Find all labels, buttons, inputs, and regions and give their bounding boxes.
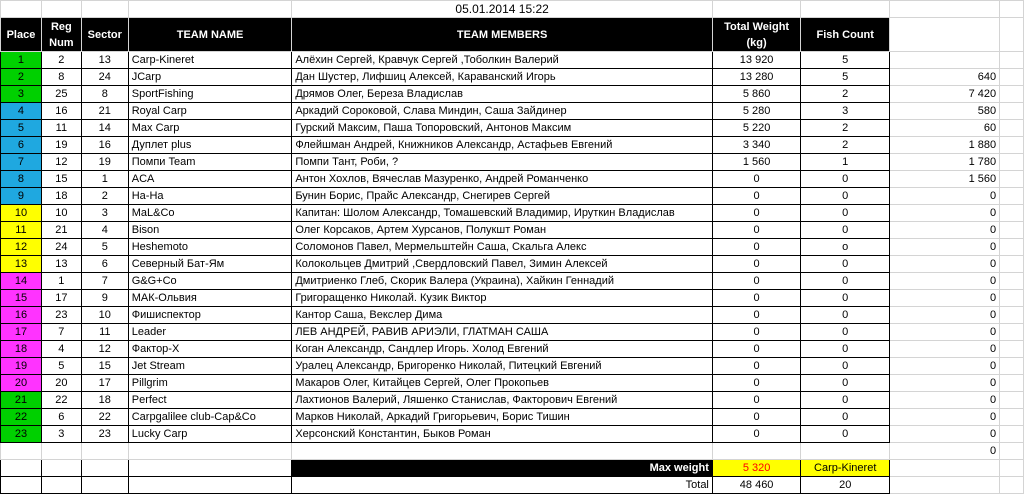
extra-value-cell[interactable]: 0 [890, 290, 1000, 307]
cell[interactable] [1000, 307, 1024, 324]
reg-num-cell[interactable]: 2 [41, 52, 81, 69]
place-cell[interactable]: 15 [1, 290, 42, 307]
place-cell[interactable]: 19 [1, 358, 42, 375]
cell[interactable] [1000, 222, 1024, 239]
fish-count-cell[interactable]: 3 [801, 103, 890, 120]
cell[interactable] [41, 477, 81, 494]
total-weight-cell[interactable]: 0 [712, 188, 800, 205]
team-name-cell[interactable]: Фактор-Х [128, 341, 292, 358]
table-row [1, 375, 1024, 392]
team-name-cell[interactable]: Pillgrim [128, 375, 292, 392]
cell[interactable] [1000, 256, 1024, 273]
extra-value-cell[interactable]: 0 [890, 341, 1000, 358]
place-cell[interactable]: 14 [1, 273, 42, 290]
fish-count-cell[interactable]: 0 [801, 290, 890, 307]
team-name-cell[interactable]: Carpgalilee club-Cap&Co [128, 409, 292, 426]
header-fish-count[interactable]: Fish Count [801, 18, 890, 52]
cell[interactable] [1000, 188, 1024, 205]
place-cell[interactable]: 1 [1, 52, 42, 69]
team-members-cell[interactable]: Капитан: Шолом Александр, Томашевский Владимир, Ируткин Владислав [292, 205, 713, 222]
cell[interactable] [1, 443, 42, 460]
table-row [1, 341, 1024, 358]
team-members-cell[interactable]: Лахтионов Валерий, Ляшенко Станислав, Факторович Евгений [292, 392, 713, 409]
reg-num-cell[interactable]: 7 [41, 324, 81, 341]
total-weight-cell[interactable]: 0 [712, 256, 800, 273]
cell[interactable] [1000, 86, 1024, 103]
place-cell[interactable]: 12 [1, 239, 42, 256]
place-cell[interactable]: 20 [1, 375, 42, 392]
cell[interactable] [128, 443, 292, 460]
team-name-cell[interactable]: Северный Бат-Ям [128, 256, 292, 273]
fish-count-cell[interactable]: 0 [801, 171, 890, 188]
table-row [1, 392, 1024, 409]
team-members-cell[interactable]: Гурский Максим, Паша Топоровский, Антонов Максим [292, 120, 713, 137]
cell[interactable] [1000, 375, 1024, 392]
team-members-cell[interactable]: Олег Корсаков, Артем Хурсанов, Полукшт Роман [292, 222, 713, 239]
cell[interactable] [1000, 18, 1024, 52]
cell[interactable] [1000, 341, 1024, 358]
team-members-cell[interactable]: Уралец Александр, Бригоренко Николай, Питецкий Евгений [292, 358, 713, 375]
total-weight-cell[interactable]: 13 920 [712, 52, 800, 69]
place-cell[interactable]: 5 [1, 120, 42, 137]
place-cell[interactable]: 17 [1, 324, 42, 341]
team-members-cell[interactable]: ЛЕВ АНДРЕЙ, РАВИВ АРИЭЛИ, ГЛАТМАН САША [292, 324, 713, 341]
extra-value-cell[interactable]: 0 [890, 222, 1000, 239]
cell[interactable] [890, 18, 1000, 52]
table-row [1, 69, 1024, 86]
cell[interactable] [1000, 154, 1024, 171]
extra-value-cell[interactable]: 0 [890, 358, 1000, 375]
reg-num-cell[interactable]: 12 [41, 154, 81, 171]
reg-num-cell[interactable]: 16 [41, 103, 81, 120]
team-name-cell[interactable]: Помпи Team [128, 154, 292, 171]
header-team-members[interactable]: TEAM MEMBERS [292, 18, 713, 52]
team-members-cell[interactable]: Алёхин Сергей, Кравчук Сергей ,Тоболкин Валерий [292, 52, 713, 69]
sector-cell[interactable]: 6 [81, 256, 128, 273]
cell[interactable] [1000, 239, 1024, 256]
sector-cell[interactable]: 16 [81, 137, 128, 154]
team-name-cell[interactable]: Max Carp [128, 120, 292, 137]
reg-num-cell[interactable]: 24 [41, 239, 81, 256]
team-name-cell[interactable]: Дуплет plus [128, 137, 292, 154]
fish-count-cell[interactable]: 5 [801, 69, 890, 86]
table-row [1, 154, 1024, 171]
total-weight-cell[interactable]: 0 [712, 392, 800, 409]
cell[interactable] [1000, 1, 1024, 18]
cell[interactable] [1000, 290, 1024, 307]
total-weight-cell[interactable]: 13 280 [712, 69, 800, 86]
header-total-weight[interactable]: Total Weight (kg) [712, 18, 800, 52]
team-members-cell[interactable]: Дрямов Олег, Береза Владислав [292, 86, 713, 103]
fish-count-cell[interactable]: 2 [801, 137, 890, 154]
fish-count-cell[interactable]: 0 [801, 205, 890, 222]
fish-count-cell[interactable]: 0 [801, 307, 890, 324]
sector-cell[interactable]: 19 [81, 154, 128, 171]
place-cell[interactable]: 6 [1, 137, 42, 154]
cell[interactable] [1000, 205, 1024, 222]
extra-value-cell[interactable]: 640 [890, 69, 1000, 86]
total-weight-cell[interactable]: 0 [712, 324, 800, 341]
total-label[interactable]: Total [292, 477, 713, 494]
header-sector[interactable]: Sector [81, 18, 128, 52]
extra-value-cell[interactable]: 0 [890, 324, 1000, 341]
cell[interactable] [1000, 137, 1024, 154]
extra-value-cell[interactable]: 0 [890, 409, 1000, 426]
place-cell[interactable]: 16 [1, 307, 42, 324]
place-cell[interactable]: 10 [1, 205, 42, 222]
cell[interactable] [801, 1, 890, 18]
team-members-cell[interactable]: Помпи Тант, Роби, ? [292, 154, 713, 171]
table-row [1, 222, 1024, 239]
place-cell[interactable]: 21 [1, 392, 42, 409]
cell[interactable] [801, 443, 890, 460]
header-place[interactable]: Place [1, 18, 42, 52]
extra-value-cell[interactable]: 0 [890, 239, 1000, 256]
place-cell[interactable]: 8 [1, 171, 42, 188]
cell[interactable] [1000, 477, 1024, 494]
total-weight-cell[interactable]: 5 280 [712, 103, 800, 120]
extra-value-cell[interactable]: 0 [890, 443, 1000, 460]
cell[interactable] [1000, 52, 1024, 69]
table-row [1, 239, 1024, 256]
max-weight-row [1, 460, 1024, 477]
team-name-cell[interactable]: G&G+Co [128, 273, 292, 290]
table-row [1, 137, 1024, 154]
table-row [1, 409, 1024, 426]
total-weight-cell[interactable]: 0 [712, 426, 800, 443]
reg-num-cell[interactable]: 1 [41, 273, 81, 290]
table-row [1, 171, 1024, 188]
reg-num-cell[interactable]: 13 [41, 256, 81, 273]
cell[interactable] [712, 1, 800, 18]
sector-cell[interactable]: 22 [81, 409, 128, 426]
cell[interactable] [1000, 358, 1024, 375]
team-members-cell[interactable]: Херсонский Константин, Быков Роман [292, 426, 713, 443]
fish-count-cell[interactable]: 2 [801, 86, 890, 103]
team-members-cell[interactable]: Дмитриенко Глеб, Скорик Валера (Украина), Хайкин Геннадий [292, 273, 713, 290]
team-name-cell[interactable]: JCarp [128, 69, 292, 86]
total-weight-value[interactable]: 48 460 [712, 477, 800, 494]
extra-value-cell[interactable]: 60 [890, 120, 1000, 137]
cell[interactable] [890, 1, 1000, 18]
fish-count-cell[interactable]: 2 [801, 120, 890, 137]
max-weight-label[interactable]: Max weight [292, 460, 713, 477]
fish-count-cell[interactable]: 0 [801, 188, 890, 205]
max-weight-value[interactable]: 5 320 [712, 460, 800, 477]
sector-cell[interactable]: 21 [81, 103, 128, 120]
team-name-cell[interactable]: MaL&Co [128, 205, 292, 222]
reg-num-cell[interactable]: 6 [41, 409, 81, 426]
extra-value-cell[interactable]: 0 [890, 426, 1000, 443]
fish-count-cell[interactable]: 0 [801, 426, 890, 443]
max-weight-team[interactable]: Carp-Kineret [801, 460, 890, 477]
extra-value-cell[interactable]: 0 [890, 256, 1000, 273]
team-name-cell[interactable]: Фишиспектор [128, 307, 292, 324]
team-members-cell[interactable]: Аркадий Сороковой, Слава Миндин, Саша Зайдинер [292, 103, 713, 120]
reg-num-cell[interactable]: 3 [41, 426, 81, 443]
sector-cell[interactable]: 11 [81, 324, 128, 341]
fish-count-cell[interactable]: 0 [801, 324, 890, 341]
team-members-cell[interactable]: Флейшман Андрей, Книжников Александр, Астафьев Евгений [292, 137, 713, 154]
reg-num-cell[interactable]: 17 [41, 290, 81, 307]
team-name-cell[interactable]: МАК-Ольвия [128, 290, 292, 307]
sector-cell[interactable]: 5 [81, 239, 128, 256]
sector-cell[interactable]: 9 [81, 290, 128, 307]
total-weight-cell[interactable]: 5 860 [712, 86, 800, 103]
reg-num-cell[interactable]: 18 [41, 188, 81, 205]
sector-cell[interactable]: 14 [81, 120, 128, 137]
reg-num-cell[interactable]: 22 [41, 392, 81, 409]
total-weight-cell[interactable]: 0 [712, 205, 800, 222]
fish-count-cell[interactable]: 5 [801, 52, 890, 69]
total-weight-cell[interactable]: 0 [712, 222, 800, 239]
total-weight-cell[interactable]: 0 [712, 341, 800, 358]
place-cell[interactable]: 4 [1, 103, 42, 120]
team-name-cell[interactable]: ACA [128, 171, 292, 188]
team-members-cell[interactable]: Кантор Саша, Векслер Дима [292, 307, 713, 324]
table-row [1, 307, 1024, 324]
team-members-cell[interactable]: Макаров Олег, Китайцев Сергей, Олег Прокопьев [292, 375, 713, 392]
table-row [1, 205, 1024, 222]
fish-count-cell[interactable]: 0 [801, 409, 890, 426]
table-row [1, 273, 1024, 290]
fish-count-cell[interactable]: 0 [801, 222, 890, 239]
cell[interactable] [1, 460, 42, 477]
team-members-cell[interactable]: Колокольцев Дмитрий ,Свердловский Павел, Зимин Алексей [292, 256, 713, 273]
total-row [1, 477, 1024, 494]
extra-value-cell[interactable]: 1 780 [890, 154, 1000, 171]
cell[interactable] [1000, 443, 1024, 460]
total-weight-cell[interactable]: 0 [712, 409, 800, 426]
cell[interactable] [1000, 324, 1024, 341]
team-members-cell[interactable]: Марков Николай, Аркадий Григорьевич, Борис Тишин [292, 409, 713, 426]
total-weight-cell[interactable]: 0 [712, 358, 800, 375]
cell[interactable] [712, 443, 800, 460]
table-row [1, 358, 1024, 375]
team-name-cell[interactable]: Lucky Carp [128, 426, 292, 443]
fish-count-cell[interactable]: 1 [801, 154, 890, 171]
reg-num-cell[interactable]: 11 [41, 120, 81, 137]
sector-cell[interactable]: 4 [81, 222, 128, 239]
extra-value-cell[interactable]: 0 [890, 307, 1000, 324]
team-members-cell[interactable]: Коган Александр, Сандлер Игорь. Холод Евгений [292, 341, 713, 358]
cell[interactable] [1000, 426, 1024, 443]
fish-count-cell[interactable]: 0 [801, 273, 890, 290]
total-weight-cell[interactable]: 3 340 [712, 137, 800, 154]
reg-num-cell[interactable]: 23 [41, 307, 81, 324]
reg-num-cell[interactable]: 5 [41, 358, 81, 375]
extra-value-cell[interactable]: 0 [890, 205, 1000, 222]
place-cell[interactable]: 22 [1, 409, 42, 426]
cell[interactable] [292, 443, 713, 460]
team-name-cell[interactable]: SportFishing [128, 86, 292, 103]
reg-num-cell[interactable]: 4 [41, 341, 81, 358]
total-weight-cell[interactable]: 0 [712, 239, 800, 256]
place-cell[interactable]: 9 [1, 188, 42, 205]
fish-count-cell[interactable]: 0 [801, 375, 890, 392]
cell[interactable] [81, 460, 128, 477]
sector-cell[interactable]: 13 [81, 52, 128, 69]
reg-num-cell[interactable]: 20 [41, 375, 81, 392]
table-row [1, 103, 1024, 120]
extra-value-cell[interactable]: 7 420 [890, 86, 1000, 103]
sector-cell[interactable]: 18 [81, 392, 128, 409]
sector-cell[interactable]: 8 [81, 86, 128, 103]
cell[interactable] [890, 460, 1000, 477]
cell[interactable] [1000, 273, 1024, 290]
total-weight-cell[interactable]: 1 560 [712, 154, 800, 171]
team-members-cell[interactable]: Соломонов Павел, Мермельштейн Саша, Скальга Алекс [292, 239, 713, 256]
cell[interactable] [128, 460, 292, 477]
team-name-cell[interactable]: Perfect [128, 392, 292, 409]
table-row [1, 120, 1024, 137]
table-row [1, 426, 1024, 443]
sector-cell[interactable]: 3 [81, 205, 128, 222]
team-name-cell[interactable]: Jet Stream [128, 358, 292, 375]
cell[interactable] [1000, 460, 1024, 477]
team-members-cell[interactable]: Дан Шустер, Лифшиц Алексей, Караванский Игорь [292, 69, 713, 86]
extra-value-cell[interactable]: 580 [890, 103, 1000, 120]
cell[interactable] [1000, 409, 1024, 426]
sector-cell[interactable]: 12 [81, 341, 128, 358]
sector-cell[interactable]: 7 [81, 273, 128, 290]
total-weight-cell[interactable]: 0 [712, 273, 800, 290]
cell[interactable] [81, 443, 128, 460]
cell[interactable] [1000, 69, 1024, 86]
team-name-cell[interactable]: Bison [128, 222, 292, 239]
header-team-name[interactable]: TEAM NAME [128, 18, 292, 52]
sector-cell[interactable]: 15 [81, 358, 128, 375]
cell[interactable] [890, 477, 1000, 494]
sector-cell[interactable]: 10 [81, 307, 128, 324]
table-row [1, 256, 1024, 273]
fish-count-cell[interactable]: 0 [801, 358, 890, 375]
total-weight-cell[interactable]: 0 [712, 290, 800, 307]
cell[interactable] [128, 1, 292, 18]
sheet-title[interactable]: 05.01.2014 15:22 [292, 1, 713, 18]
reg-num-cell[interactable]: 15 [41, 171, 81, 188]
team-name-cell[interactable]: Leader [128, 324, 292, 341]
team-name-cell[interactable]: Carp-Kineret [128, 52, 292, 69]
fish-count-cell[interactable]: 0 [801, 392, 890, 409]
total-weight-cell[interactable]: 5 220 [712, 120, 800, 137]
team-name-cell[interactable]: Royal Carp [128, 103, 292, 120]
table-row [1, 324, 1024, 341]
cell[interactable] [81, 1, 128, 18]
sector-cell[interactable]: 24 [81, 69, 128, 86]
cell[interactable] [1, 477, 42, 494]
table-row [1, 290, 1024, 307]
team-members-cell[interactable]: Антон Хохлов, Вячеслав Мазуренко, Андрей Романченко [292, 171, 713, 188]
total-fish-value[interactable]: 20 [801, 477, 890, 494]
cell[interactable] [41, 460, 81, 477]
cell[interactable] [1000, 103, 1024, 120]
table-row [1, 188, 1024, 205]
place-cell[interactable]: 11 [1, 222, 42, 239]
cell[interactable] [1000, 392, 1024, 409]
extra-value-cell[interactable]: 0 [890, 188, 1000, 205]
team-members-cell[interactable]: Григоращенко Николай. Кузик Виктор [292, 290, 713, 307]
cell[interactable] [128, 477, 292, 494]
team-members-cell[interactable]: Бунин Борис, Прайс Александр, Снегирев Сергей [292, 188, 713, 205]
reg-num-cell[interactable]: 19 [41, 137, 81, 154]
reg-num-cell[interactable]: 10 [41, 205, 81, 222]
extra-value-cell[interactable]: 0 [890, 273, 1000, 290]
place-cell[interactable]: 7 [1, 154, 42, 171]
sector-cell[interactable]: 1 [81, 171, 128, 188]
cell[interactable] [41, 443, 81, 460]
cell[interactable] [1000, 120, 1024, 137]
sector-cell[interactable]: 17 [81, 375, 128, 392]
place-cell[interactable]: 13 [1, 256, 42, 273]
place-cell[interactable]: 18 [1, 341, 42, 358]
reg-num-cell[interactable]: 8 [41, 69, 81, 86]
cell[interactable] [1000, 171, 1024, 188]
reg-num-cell[interactable]: 21 [41, 222, 81, 239]
extra-value-cell[interactable]: 0 [890, 392, 1000, 409]
extra-value-cell[interactable]: 1 560 [890, 171, 1000, 188]
fish-count-cell[interactable]: 0 [801, 341, 890, 358]
place-cell[interactable]: 23 [1, 426, 42, 443]
cell[interactable] [1, 1, 42, 18]
cell[interactable] [41, 1, 81, 18]
cell[interactable] [81, 477, 128, 494]
total-weight-cell[interactable]: 0 [712, 171, 800, 188]
fish-count-cell[interactable]: 0 [801, 256, 890, 273]
place-cell[interactable]: 2 [1, 69, 42, 86]
team-name-cell[interactable]: Heshemoto [128, 239, 292, 256]
place-cell[interactable]: 3 [1, 86, 42, 103]
extra-value-cell[interactable]: 1 880 [890, 137, 1000, 154]
sector-cell[interactable]: 23 [81, 426, 128, 443]
total-weight-cell[interactable]: 0 [712, 307, 800, 324]
team-name-cell[interactable]: Ha-Ha [128, 188, 292, 205]
table-row [1, 86, 1024, 103]
total-weight-cell[interactable]: 0 [712, 375, 800, 392]
sector-cell[interactable]: 2 [81, 188, 128, 205]
extra-value-cell[interactable]: 0 [890, 375, 1000, 392]
extra-value-cell[interactable] [890, 52, 1000, 69]
table-row [1, 52, 1024, 69]
fish-count-cell[interactable]: o [801, 239, 890, 256]
header-reg-num[interactable]: Reg Num [41, 18, 81, 52]
reg-num-cell[interactable]: 25 [41, 86, 81, 103]
